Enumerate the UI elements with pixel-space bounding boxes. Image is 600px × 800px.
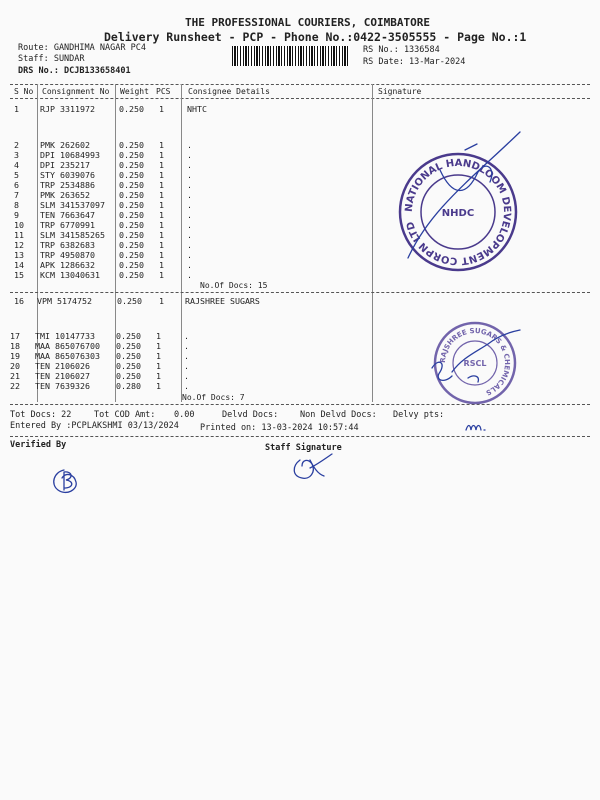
row-consignment: TEN 7663647 [40, 210, 95, 220]
total-docs: Tot Docs: 22 [10, 410, 72, 420]
row-consignment: SLM 341537097 [40, 200, 105, 210]
row-consignment: TRP 2534886 [40, 180, 95, 190]
entered-by: Entered By :PCPLAKSHMI 03/13/2024 [10, 421, 179, 431]
staff-label: Staff: SUNDAR [18, 54, 85, 64]
delivery-points-mark-icon [466, 426, 485, 431]
row-weight: 0.280 [116, 381, 141, 391]
row-weight: 0.250 [119, 190, 144, 200]
row-weight: 0.250 [119, 200, 144, 210]
row-consignment: PMK 262602 [40, 140, 90, 150]
row-sno: 2 [14, 140, 19, 150]
row-sno: 6 [14, 180, 19, 190]
col-weight: Weight [120, 87, 149, 96]
rs-date: RS Date: 13-Mar-2024 [363, 57, 466, 67]
printed-on: Printed on: 13-03-2024 10:57:44 [200, 423, 359, 433]
row-sno: 21 [10, 371, 20, 381]
row-consignment: TRP 6770991 [40, 220, 95, 230]
row-sno: 3 [14, 150, 19, 160]
route-label: Route: GANDHIMA NAGAR PC4 [18, 43, 146, 53]
row-pcs: 1 [156, 371, 161, 381]
row-sno: 7 [14, 190, 19, 200]
consignee-name: RAJSHREE SUGARS [185, 296, 260, 306]
staff-signature-label: Staff Signature [265, 443, 342, 453]
row-pcs: 1 [159, 270, 164, 280]
row-pcs: 1 [159, 104, 164, 114]
row-sno: 4 [14, 160, 19, 170]
non-delivered-docs: Non Delvd Docs: [300, 410, 377, 420]
row-mark: . [187, 150, 192, 160]
row-pcs: 1 [156, 381, 161, 391]
row-sno: 15 [14, 270, 24, 280]
row-pcs: 1 [159, 200, 164, 210]
row-weight: 0.250 [116, 351, 141, 361]
row-consignment: MAA 865076700 [35, 341, 100, 351]
row-pcs: 1 [156, 361, 161, 371]
row-weight: 0.250 [117, 296, 142, 306]
row-pcs: 1 [159, 240, 164, 250]
row-consignment: DPI 10684993 [40, 150, 100, 160]
row-mark: . [187, 220, 192, 230]
col-sno: S No [14, 87, 34, 96]
row-weight: 0.250 [116, 331, 141, 341]
runsheet-subtitle: Delivery Runsheet - PCP - Phone No.:0422-3505555 - Page No.:1 [104, 30, 527, 44]
row-sno: 9 [14, 210, 19, 220]
consignee-name: NHTC [187, 104, 207, 114]
col-consignee: Consignee Details [188, 87, 270, 96]
row-consignment: RJP 3311972 [40, 104, 95, 114]
row-mark: . [187, 190, 192, 200]
row-mark: . [187, 180, 192, 190]
row-sno: 8 [14, 200, 19, 210]
col-consignment: Consignment No [42, 87, 110, 96]
stamp-center-text: RSCL [463, 359, 487, 368]
row-consignment: TRP 4950870 [40, 250, 95, 260]
row-weight: 0.250 [119, 230, 144, 240]
row-pcs: 1 [159, 296, 164, 306]
row-mark: . [184, 351, 189, 361]
row-consignment: STY 6039076 [40, 170, 95, 180]
stamp-ring-text: RAJSHREE SUGARS & CHEMICALS [438, 326, 512, 397]
row-weight: 0.250 [119, 160, 144, 170]
row-sno: 17 [10, 331, 20, 341]
row-weight: 0.250 [119, 140, 144, 150]
col-signature: Signature [378, 87, 422, 96]
row-consignment: TMI 10147733 [35, 331, 95, 341]
row-weight: 0.250 [116, 371, 141, 381]
row-weight: 0.250 [119, 240, 144, 250]
stamp-center-text: NHDC [441, 208, 475, 219]
verified-by-label: Verified By [10, 440, 67, 450]
row-weight: 0.250 [119, 250, 144, 260]
row-pcs: 1 [159, 170, 164, 180]
row-weight: 0.250 [119, 260, 144, 270]
drs-number: DRS No.: DCJB133658401 [18, 66, 131, 76]
rs-number: RS No.: 1336584 [363, 45, 440, 55]
row-consignment: TRP 6382683 [40, 240, 95, 250]
col-pcs: PCS [156, 87, 171, 96]
row-consignment: APK 1286632 [40, 260, 95, 270]
row-pcs: 1 [159, 150, 164, 160]
row-consignment: TEN 2106026 [35, 361, 90, 371]
row-pcs: 1 [156, 341, 161, 351]
row-weight: 0.250 [119, 180, 144, 190]
row-sno: 1 [14, 104, 19, 114]
row-mark: . [184, 341, 189, 351]
row-mark: . [184, 361, 189, 371]
row-mark: . [184, 381, 189, 391]
row-consignment: VPM 5174752 [37, 296, 92, 306]
row-weight: 0.250 [119, 220, 144, 230]
doc-count: No.Of Docs: 7 [182, 393, 245, 402]
stamp-nhdc-icon [400, 154, 516, 270]
row-consignment: TEN 7639326 [35, 381, 90, 391]
row-consignment: DPI 235217 [40, 160, 90, 170]
company-name: THE PROFESSIONAL COURIERS, COIMBATORE [185, 16, 431, 29]
row-pcs: 1 [159, 180, 164, 190]
row-mark: . [187, 160, 192, 170]
row-consignment: PMK 263652 [40, 190, 90, 200]
row-sno: 22 [10, 381, 20, 391]
row-sno: 13 [14, 250, 24, 260]
row-sno: 19 [10, 351, 20, 361]
row-mark: . [187, 210, 192, 220]
row-pcs: 1 [156, 331, 161, 341]
row-weight: 0.250 [119, 150, 144, 160]
row-weight: 0.250 [116, 361, 141, 371]
row-sno: 10 [14, 220, 24, 230]
stamp-ring-text: NATIONAL HANDLOOM DEVELOPMENT CORPN LTD [403, 157, 513, 267]
row-pcs: 1 [159, 250, 164, 260]
row-sno: 18 [10, 341, 20, 351]
row-weight: 0.250 [119, 170, 144, 180]
row-sno: 20 [10, 361, 20, 371]
staff-signature-icon [294, 454, 332, 478]
row-pcs: 1 [159, 140, 164, 150]
row-mark: . [187, 250, 192, 260]
doc-count: No.Of Docs: 15 [200, 281, 268, 290]
row-consignment: MAA 865076303 [35, 351, 100, 361]
row-pcs: 1 [159, 260, 164, 270]
row-consignment: KCM 13040631 [40, 270, 100, 280]
row-mark: . [187, 270, 192, 280]
total-cod-value: 0.00 [174, 410, 195, 420]
row-sno: 14 [14, 260, 24, 270]
delivered-docs: Delvd Docs: [222, 410, 279, 420]
total-cod-label: Tot COD Amt: [94, 410, 156, 420]
row-weight: 0.250 [119, 104, 144, 114]
row-mark: . [187, 240, 192, 250]
row-mark: . [187, 260, 192, 270]
row-mark: . [187, 200, 192, 210]
row-pcs: 1 [159, 230, 164, 240]
row-pcs: 1 [159, 160, 164, 170]
row-weight: 0.250 [116, 341, 141, 351]
row-weight: 0.250 [119, 270, 144, 280]
row-pcs: 1 [156, 351, 161, 361]
row-sno: 16 [14, 296, 24, 306]
row-pcs: 1 [159, 190, 164, 200]
row-sno: 5 [14, 170, 19, 180]
row-mark: . [187, 140, 192, 150]
row-mark: . [187, 170, 192, 180]
row-mark: . [184, 371, 189, 381]
delivery-points: Delvy pts: [393, 410, 445, 420]
row-consignment: TEN 2106027 [35, 371, 90, 381]
row-pcs: 1 [159, 210, 164, 220]
row-pcs: 1 [159, 220, 164, 230]
row-consignment: SLM 341585265 [40, 230, 105, 240]
verified-by-signature-icon [54, 470, 76, 492]
row-sno: 12 [14, 240, 24, 250]
row-sno: 11 [14, 230, 24, 240]
row-weight: 0.250 [119, 210, 144, 220]
row-mark: . [187, 230, 192, 240]
row-mark: . [184, 331, 189, 341]
